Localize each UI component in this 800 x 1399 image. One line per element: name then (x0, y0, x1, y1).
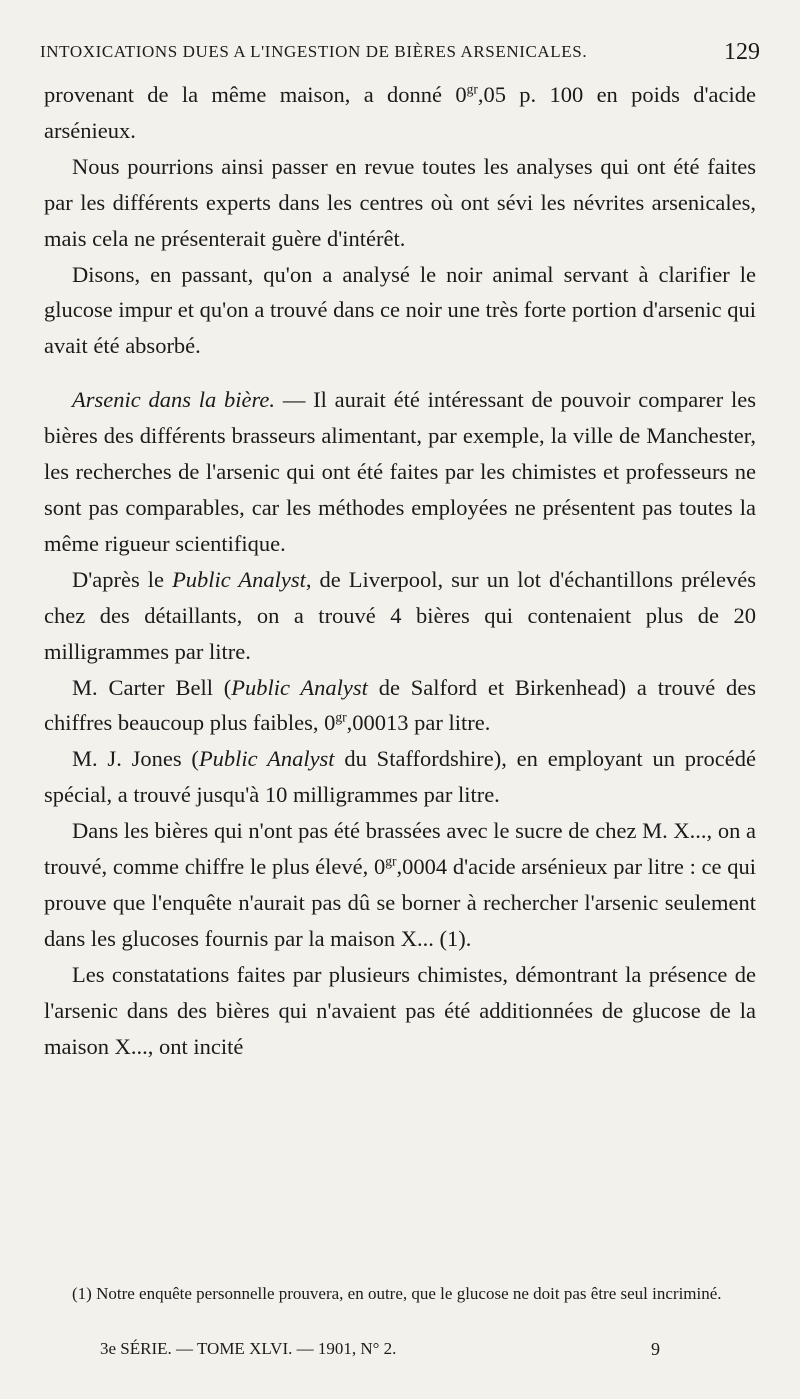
italic-text: Public Analyst (231, 674, 368, 700)
text-run: de Salford et Birkenhead) a trouvé des chiffres beaucoup plus faibles, 0 (44, 674, 756, 736)
text-run: ,05 p. 100 en poids d'acide arsénieux. (44, 82, 756, 143)
superscript-unit: gr (466, 81, 478, 97)
paragraph (44, 957, 756, 1065)
text-run: du Staffordshire), en employant un procédé spécial, a trouvé jusqu'à 10 milligrammes par litre. (44, 746, 756, 808)
paragraph (44, 670, 756, 742)
page-footer (100, 1334, 660, 1364)
text-run: provenant de la même maison, a donné 0 (44, 82, 467, 107)
text-run: Dans les bières qui n'ont pas été brassées avec le sucre de chez M. X..., on a trouvé, comme chiffre le plus élevé, 0 (44, 818, 756, 880)
superscript-unit: gr (385, 853, 397, 869)
paragraph (44, 149, 756, 257)
page-number: 129 (724, 38, 760, 65)
text-run: ,0004 d'acide arsénieux par litre : ce qui prouve que l'enquête n'aurait pas dû se borner à rechercher l'arsenic seulement dans les glucoses fournis par la maison X... (1). (44, 854, 756, 951)
footer-signature: 9 (651, 1338, 660, 1359)
paragraph (44, 382, 756, 562)
text-run: — Il aurait été intéressant de pouvoir comparer les bières des différents brasseurs alimentant, par exemple, la ville de Manchester, les recherches de l'arsenic qui ont été faites par les chimistes et professeurs ne sont pas comparables, car les méthodes employées ne présentent pas toutes la même rigueur scientifique. (44, 387, 757, 556)
paragraph (44, 257, 756, 365)
text-run: D'après le (72, 566, 173, 592)
text-run: ,00013 par litre. (346, 710, 491, 736)
text-run: M. J. Jones ( (72, 746, 199, 772)
italic-text: Public Analyst (172, 566, 306, 592)
superscript-unit: gr (335, 709, 347, 725)
text-run: Disons, en passant, qu'on a analysé le noir animal servant à clarifier le glucose impur et qu'on a trouvé dans ce noir une très forte portion d'arsenic qui avait été absorbé. (44, 261, 756, 359)
running-head: INTOXICATIONS DUES A L'INGESTION DE BIÈRES ARSENICALES. (40, 42, 588, 61)
italic-text: Public Analyst (198, 746, 335, 772)
body-text (44, 77, 756, 1064)
paragraph (44, 813, 756, 957)
footnote (44, 1281, 756, 1306)
italic-text: Arsenic dans la bière. (72, 387, 276, 413)
text-run: Nous pourrions ainsi passer en revue toutes les analyses qui ont été faites par les différents experts dans les centres où ont sévi les névrites arsenicales, mais cela ne présenterait guère d'intérêt. (44, 153, 756, 251)
footnote-text: Notre enquête personnelle prouvera, en outre, que le glucose ne doit pas être seul incriminé. (96, 1284, 722, 1303)
text-run: M. Carter Bell ( (72, 674, 232, 700)
paragraph (44, 562, 756, 670)
text-run: Les constatations faites par plusieurs chimistes, démontrant la présence de l'arsenic dans des bières qui n'avaient pas été additionnées de glucose de la maison X..., ont incité (44, 961, 756, 1059)
footer-series: 3e SÉRIE. — TOME XLVI. — 1901, N° 2. (100, 1339, 397, 1358)
paragraph (44, 741, 756, 813)
footnote-marker: (1) (72, 1284, 92, 1303)
text-run: , de Liverpool, sur un lot d'échantillons prélevés chez des détaillants, on a trouvé 4 bières qui contenaient plus de 20 milligrammes par litre. (44, 566, 756, 664)
paragraph (44, 77, 756, 149)
page-header (40, 34, 760, 70)
